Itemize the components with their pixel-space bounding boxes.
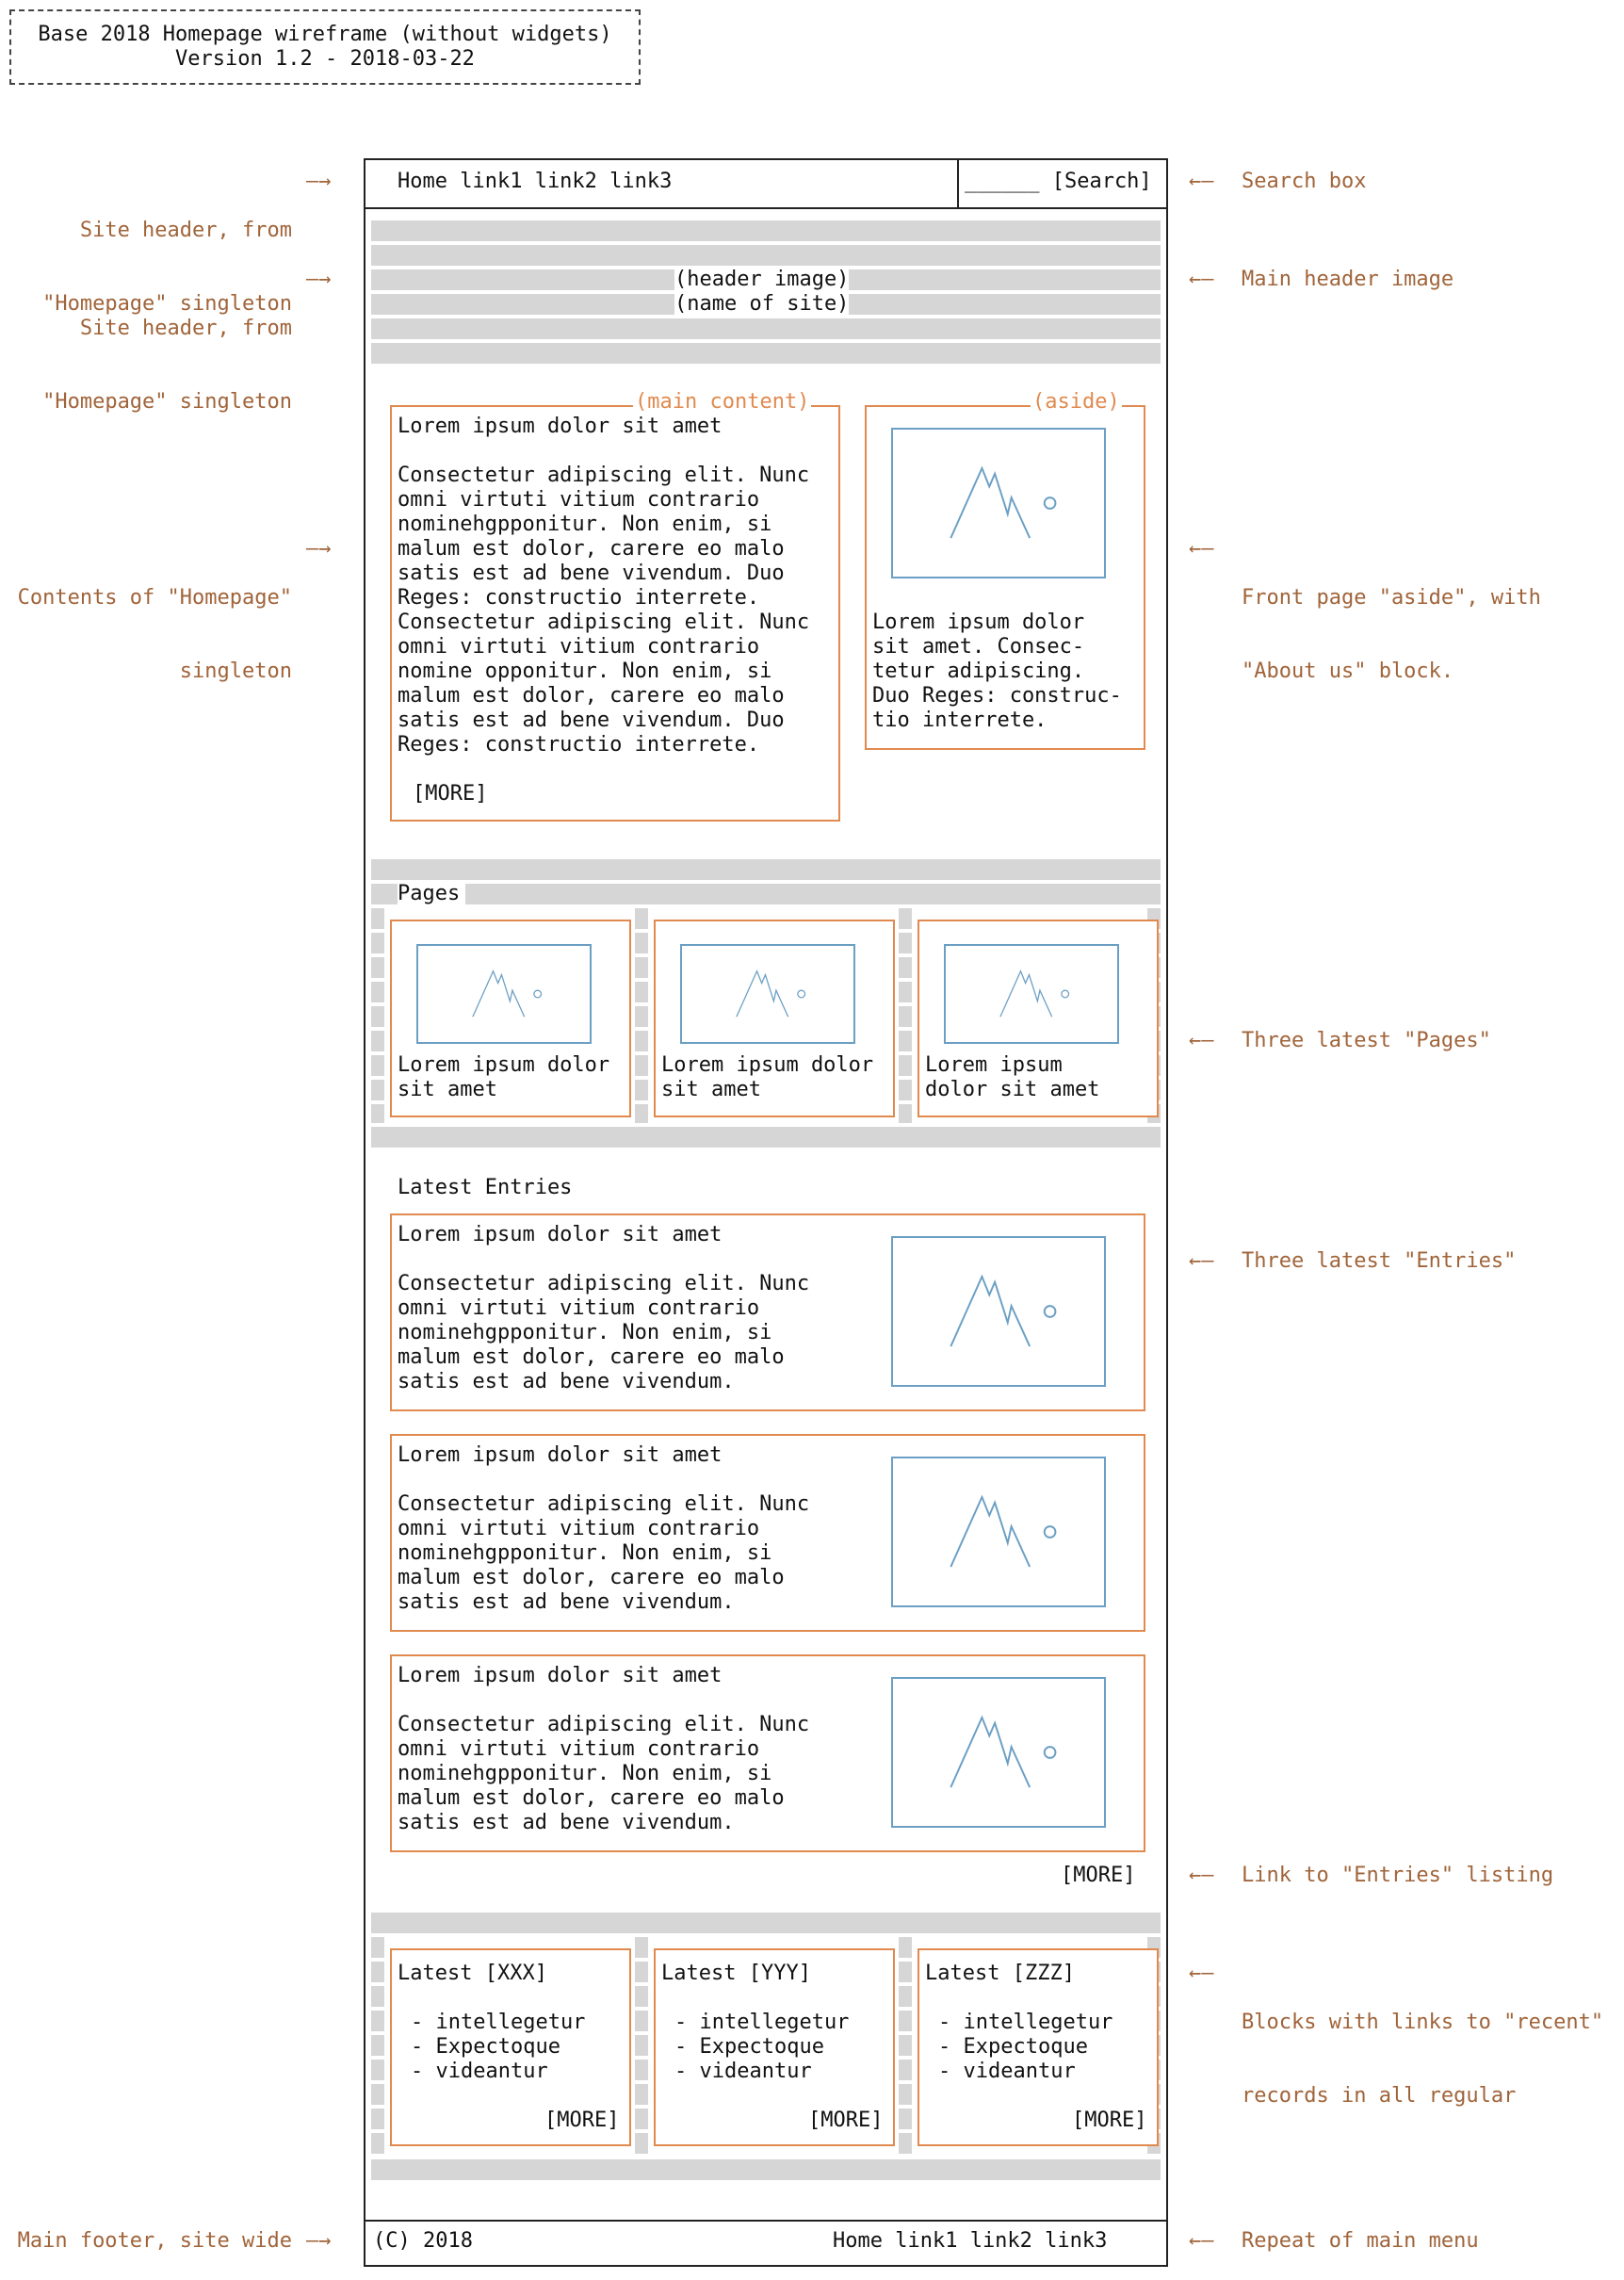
main-content-heading: Lorem ipsum dolor sit amet (398, 415, 723, 438)
entry-body-line: omni virtuti vitium contrario (398, 1517, 760, 1540)
main-content-line: omni virtuti vitium contrario (398, 488, 760, 512)
entry-image (891, 1236, 1106, 1387)
aside-line: Duo Reges: construc- (872, 684, 1122, 708)
entry-body-line: satis est ad bene vivendum. (398, 1811, 735, 1834)
recent-link[interactable]: - videantur (411, 2060, 548, 2083)
page-card-title: sit amet (398, 1078, 497, 1101)
annotation-site-header-2: Site header, from "Homepage" singleton (42, 317, 292, 414)
main-content-line: Reges: constructio interrete. (398, 733, 760, 757)
pages-stripes-bottom (371, 1127, 1161, 1148)
main-nav[interactable]: Home link1 link2 link3 (398, 170, 673, 193)
recent-block-title: Latest [ZZZ] (925, 1962, 1075, 1985)
aside-line: tetur adipiscing. (872, 660, 1085, 683)
header-divider (364, 207, 1168, 209)
aside-line: Lorem ipsum dolor (872, 611, 1085, 634)
page-card-title: Lorem ipsum (925, 1053, 1063, 1077)
main-content-line: malum est dolor, carere eo malo (398, 684, 785, 708)
image-placeholder-icon (893, 1679, 1104, 1826)
main-content-line: malum est dolor, carere eo malo (398, 537, 785, 561)
main-content-label: (main content) (635, 390, 810, 414)
wireframe-title-box (9, 9, 641, 85)
main-more-link[interactable]: [MORE] (413, 782, 488, 806)
entry-title: Lorem ipsum dolor sit amet (398, 1664, 723, 1687)
annotation-main-header-image: Main header image (1242, 268, 1454, 291)
entry-image (891, 1457, 1106, 1607)
recent-link[interactable]: - intellegetur (411, 2011, 586, 2034)
annotation-recent-blocks: Blocks with links to "recent" records in all regular (1242, 2011, 1604, 2108)
wireframe-title: Base 2018 Homepage wireframe (without widgets) (38, 23, 612, 46)
site-name-label: (name of site) (674, 292, 850, 316)
pages-heading: Pages (398, 882, 465, 906)
entry-title: Lorem ipsum dolor sit amet (398, 1443, 723, 1467)
arrow-left-icon: ←— (1189, 170, 1214, 193)
main-content-body (398, 464, 809, 757)
arrow-left-icon: ←— (1189, 1864, 1214, 1887)
entry-body-line: Consectetur adipiscing elit. Nunc (398, 1492, 810, 1516)
page-card-image (944, 944, 1119, 1044)
annotation-contents: Contents of "Homepage" singleton (17, 586, 292, 683)
main-content-line: omni virtuti vitium contrario (398, 635, 760, 659)
page-card-title: Lorem ipsum dolor (398, 1053, 610, 1077)
page-card-image (680, 944, 855, 1044)
annotation-aside: Front page "aside", with "About us" block. (1242, 586, 1541, 683)
recent-more-link[interactable]: [MORE] (808, 2109, 884, 2132)
entry-body-line: Consectetur adipiscing elit. Nunc (398, 1713, 810, 1736)
aside-image (891, 428, 1106, 578)
entry-body-line: omni virtuti vitium contrario (398, 1296, 760, 1320)
arrow-left-icon: ←— (1189, 2229, 1214, 2253)
search-divider (957, 158, 959, 207)
image-placeholder-icon (893, 430, 1104, 577)
image-placeholder-icon (946, 946, 1117, 1042)
entry-body-line: omni virtuti vitium contrario (398, 1737, 760, 1761)
recent-stripes-top (371, 1913, 1161, 1933)
recent-link[interactable]: - videantur (674, 2060, 812, 2083)
annotation-search-box: Search box (1242, 170, 1367, 193)
entry-title: Lorem ipsum dolor sit amet (398, 1223, 723, 1246)
image-placeholder-icon (418, 946, 590, 1042)
recent-gutter (371, 1937, 384, 2156)
recent-link[interactable]: - videantur (938, 2060, 1076, 2083)
search-box[interactable]: ______ [Search] (965, 170, 1152, 193)
main-content-line: Consectetur adipiscing elit. Nunc (398, 611, 810, 634)
wireframe-version: Version 1.2 - 2018-03-22 (175, 47, 475, 71)
arrow-left-icon: ←— (1189, 537, 1214, 561)
recent-link[interactable]: - Expectoque (411, 2035, 560, 2059)
recent-more-link[interactable]: [MORE] (544, 2109, 620, 2132)
arrow-right-icon: —→ (306, 537, 332, 561)
pages-gutter (899, 908, 912, 1123)
image-placeholder-icon (893, 1458, 1104, 1605)
main-content-line: Reges: constructio interrete. (398, 586, 760, 610)
page-card-title: Lorem ipsum dolor (661, 1053, 874, 1077)
recent-stripes-bottom (371, 2159, 1161, 2180)
arrow-right-icon: —→ (306, 2229, 332, 2253)
recent-gutter (899, 1937, 912, 2156)
aside-label: (aside) (1032, 390, 1120, 414)
recent-link[interactable]: - Expectoque (674, 2035, 824, 2059)
recent-link[interactable]: - Expectoque (938, 2035, 1088, 2059)
aside-body (872, 611, 1122, 733)
entry-body-line: malum est dolor, carere eo malo (398, 1345, 785, 1369)
recent-block-title: Latest [XXX] (398, 1962, 547, 1985)
arrow-right-icon: —→ (306, 170, 332, 193)
pages-stripes-top (371, 859, 1161, 904)
pages-gutter (371, 908, 384, 1123)
recent-link[interactable]: - intellegetur (938, 2011, 1113, 2034)
recent-link[interactable]: - intellegetur (674, 2011, 850, 2034)
main-content-line: satis est ad bene vivendum. Duo (398, 708, 785, 732)
recent-gutter (635, 1937, 648, 2156)
annotation-footer-menu: Repeat of main menu (1242, 2229, 1479, 2253)
annotation-footer: Main footer, site wide (17, 2229, 292, 2253)
pages-gutter (635, 908, 648, 1123)
entry-body-line: malum est dolor, carere eo malo (398, 1566, 785, 1589)
header-image-label: (header image) (674, 268, 850, 291)
annotation-three-pages: Three latest "Pages" (1242, 1029, 1491, 1052)
entry-body-line: satis est ad bene vivendum. (398, 1370, 735, 1393)
arrow-left-icon: ←— (1189, 1249, 1214, 1273)
footer-nav[interactable]: Home link1 link2 link3 (833, 2229, 1108, 2253)
arrow-left-icon: ←— (1189, 268, 1214, 291)
entry-body-line: nominehgpponitur. Non enim, si (398, 1321, 772, 1344)
entries-more-link[interactable]: [MORE] (1061, 1864, 1136, 1887)
main-content-line: satis est ad bene vivendum. Duo (398, 562, 785, 585)
arrow-right-icon: —→ (306, 268, 332, 291)
arrow-left-icon: ←— (1189, 1029, 1214, 1052)
image-placeholder-icon (682, 946, 853, 1042)
recent-block-title: Latest [YYY] (661, 1962, 811, 1985)
entry-body-line: nominehgpponitur. Non enim, si (398, 1762, 772, 1785)
page-card-title: sit amet (661, 1078, 761, 1101)
entry-body-line: malum est dolor, carere eo malo (398, 1786, 785, 1810)
annotation-entries-link: Link to "Entries" listing (1242, 1864, 1554, 1887)
recent-more-link[interactable]: [MORE] (1072, 2109, 1147, 2132)
arrow-left-icon: ←— (1189, 1962, 1214, 1985)
footer-divider (364, 2220, 1168, 2222)
page-card-title: dolor sit amet (925, 1078, 1100, 1101)
entry-image (891, 1677, 1106, 1828)
entries-heading: Latest Entries (398, 1176, 573, 1199)
footer-copyright: (C) 2018 (373, 2229, 473, 2253)
page-card-image (416, 944, 592, 1044)
entry-body-line: satis est ad bene vivendum. (398, 1590, 735, 1614)
annotation-three-entries: Three latest "Entries" (1242, 1249, 1517, 1273)
entry-body-line: Consectetur adipiscing elit. Nunc (398, 1272, 810, 1295)
annotation-site-header-1: Site header, from "Homepage" singleton (42, 219, 292, 316)
entry-body-line: nominehgpponitur. Non enim, si (398, 1541, 772, 1565)
main-content-line: nominehgpponitur. Non enim, si (398, 513, 772, 536)
aside-line: sit amet. Consec- (872, 635, 1085, 659)
main-content-line: nomine opponitur. Non enim, si (398, 660, 772, 683)
image-placeholder-icon (893, 1238, 1104, 1385)
aside-line: tio interrete. (872, 708, 1047, 732)
main-content-line: Consectetur adipiscing elit. Nunc (398, 464, 810, 487)
